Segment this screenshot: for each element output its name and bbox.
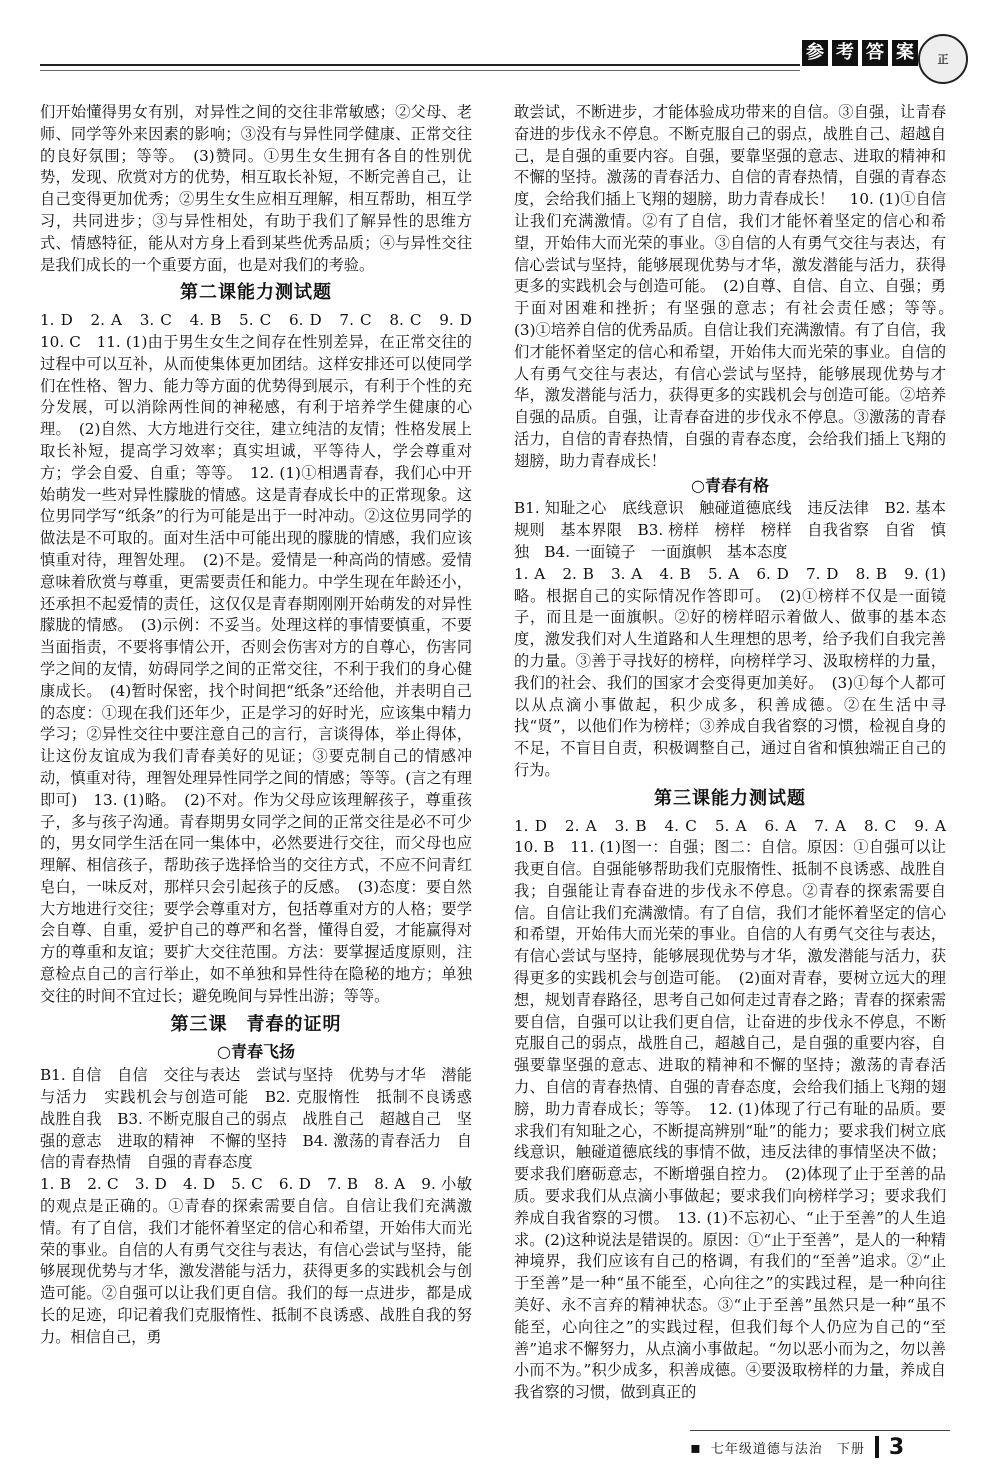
answer-text: 1. D 2. A 3. B 4. C 5. A 6. A 7. A 8. C 9. A 10. B 11. (1)图一：自强；图二：自信。原因：①自强可以让我更自信。自强能够帮助我们克服惰性、抵制不良诱惑、战胜自我；自强能让青春奋进的步伐永不停息。②青春的探索需要自信。自信让我们充满激情。有了自信，我们才能怀着坚定的信心和希望，开始伟大而光荣的事业。自信的人有勇气交往与表达，有信心尝试与坚持，能够展现优势与才华，激发潜能与活力，获得更多的实践机会与创造可能。 (2)面对青春，要树立远大的理想，规划青春路径，思考自己如何走过青春之路；青春的探索需要自信，自强可以让我们更自信，让奋进的步伐永不停息，不断克服自己的弱点，战胜自己，超越自己，是自强的重要内容，自强要靠坚强的意志、进取的精神和不懈的坚持；激荡的青春活力、自信的青春热情、自强的青春态度，会给我们插上飞翔的翅膀，助力青春成长；等等。 12. (1)体现了行己有耻的品质。要求我们有知耻之心，不断提高辨别“耻”的能力；要求我们树立底线意识，触碰道德底线的事情不做，违反法律的事情坚决不做；要求我们磨砺意志，不断增强自控力。 (2)体现了止于至善的品质。要求我们从点滴小事做起；要求我们向榜样学习；要求我们养成自我省察的习惯。 13. (1)不忘初心、“止于至善”的人生追求。(2)这种说法是错误的。原因：①“止于至善”，是人的一种精神境界，我们应该有自己的格调，有我们的“至善”追求。②“止于至善”是一种“虽不能至，心向往之”的实践过程，是一种向往美好、永不言弃的精神状态。③“止于至善”虽然只是一种“虽不能至，心向往之”的实践过程，但我们每个人仍应为自己的“至善”追求不懈努力，从点滴小事做起。“勿以恶小而为之，勿以善小而不为。”积少成多，积善成德。④要汲取榜样的力量，养成自我省察的习惯，做到真正的 [514,816,962,1402]
answer-text: 敢尝试，不断进步，才能体验成功带来的自信。③自强，让青春奋进的步伐永不停息。不断克服自己的弱点，战胜自己、超越自己，是自强的重要内容。自强，要靠坚强的意志、进取的精神和不懈的坚持。激荡的青春活力、自信的青春热情，自强的青春态度，会给我们插上飞翔的翅膀，助力青春成长！ 10. (1)①自信让我们充满激情。②有了自信，我们才能怀着坚定的信心和希望，开始伟大而光荣的事业。③自信的人有勇气交往与表达，有信心尝试与坚持，能够展现优势与才华，激发潜能与活力，获得更多的实践机会与创造可能。 (2)自尊、自信、自立、自强；勇于面对困难和挫折；有坚强的意志；有社会责任感；等等。 (3)①培养自信的优秀品质。自信让我们充满激情。有了自信，我们才能怀着坚定的信心和希望，开始伟大而光荣的事业。自信的人有勇气交往与表达，有信心尝试与坚持，能够展现优势与才华，激发潜能与活力，获得更多的实践机会与创造可能。②培养自强的品质。自强，让青春奋进的步伐永不停息。③激荡的青春活力，自信的青春热情，自强的青春态度，会给我们插上飞翔的翅膀，助力青春成长！ [514,103,962,470]
header-label [802,40,918,66]
answer-text: 1. A 2. B 3. A 4. B 5. A 6. D 7. D 8. B 9. (1)略。根据自己的实际情况作答即可。 (2)①榜样不仅是一面镜子，而且是一面旗帜。②好的榜样昭示着做人、做事的基本态度，激发我们对人生道路和人生理想的思考，给予我们自我完善的力量。③善于寻找好的榜样，向榜样学习、汲取榜样的力量，我们的社会、我们的国家才会变得更加美好。 (3)①每个人都可以从点滴小事做起，积少成多，积善成德。②在生活中寻找“贤”，以他们作为榜样；③养成自我省察的习惯，检视自身的不足，不盲目自责，积极调整自己，通过自省和慎独端正自己的行为。 [514,564,946,779]
header-label-char: 答 [862,40,888,66]
header-rule-thin [40,70,800,71]
header-label-char: 案 [892,40,918,66]
book-title: 七年级道德与法治 下册 [710,1441,865,1457]
header-label-char: 考 [832,40,858,66]
section-heading: 第三课能力测试题 [654,787,806,809]
subsection-heading: ○青春飞扬 [217,1042,295,1062]
section-heading: 第三课 青春的证明 [170,1013,342,1035]
footer-rule [690,1430,950,1431]
right-column [514,102,962,1404]
section-heading: 第二课能力测试题 [180,282,332,304]
header-label-char: 参 [802,40,828,66]
footer [690,1432,950,1462]
footer-dot: ▪ [690,1437,701,1457]
header-rule [40,64,800,66]
answer-text: 们开始懂得男女有别，对异性之间的交往非常敏感；②父母、老师、同学等外来因素的影响；③没有与异性同学健康、正常交往的良好氛围；等等。 (3)赞同。①男生女生拥有各自的性别优势，发现、欣赏对方的优势，相互取长补短，不断完善自己，让自己变得更加优秀；②男生女生应相互理解，相互帮助，相互学习，共同进步；③与异性相处，有助于我们了解异性的思维方式、情感特征，能从对方身上看到某些优秀品质；④与异性交往是我们成长的一个重要方面，也是对我们的考验。 [40,103,472,274]
subsection-heading: ○青春有格 [691,475,769,495]
footer-bar [875,1436,879,1458]
left-column [40,102,488,1349]
answer-text: B1. 自信 自信 交往与表达 尝试与坚持 优势与才华 潜能与活力 实践机会与创造可能 B2. 克服惰性 抵制不良诱惑 战胜自我 B3. 不断克服自己的弱点 战胜自己 超越自己 坚强的意志 进取的精神 不懈的坚持 B4. 激荡的青春活力 自信的青春热情 自强的青春态度 [40,1066,488,1172]
publisher-logo: 正 [918,34,968,84]
page-number: 3 [888,1434,905,1460]
answer-text: 1. B 2. C 3. D 4. D 5. C 6. D 7. B 8. A 9. 小敏的观点是正确的。①青春的探索需要自信。自信让我们充满激情。有了自信，我们才能怀着坚定的信心和希望，开始伟大而光荣的事业。自信的人有勇气交往与表达，有信心尝试与坚持，能够展现优势与才华，激发潜能与活力，获得更多的实践机会与创造可能。②自强可以让我们更自信。我们的每一点进步，都是成长的足迹，印记着我们克服惰性、抵制不良诱惑、战胜自我的努力。相信自己，勇 [40,1175,472,1346]
answer-text: 1. D 2. A 3. C 4. B 5. C 6. D 7. C 8. C 9. D 10. C 11. (1)由于男生女生之间存在性别差异，在正常交往的过程中可以互补，从而使集体更加团结。这样安排还可以使同学们在性格、智力、能力等方面的优势得到展示，有利于个性的充分发展，可以消除两性间的神秘感，有利于培养学生健康的心理。 (2)自然、大方地进行交往，建立纯洁的友情；性格发展上取长补短，提高学习效率；真实坦诚，平等待人，学会尊重对方；学会自爱、自重；等等。 12. (1)①相遇青春，我们心中开始萌发一些对异性朦胧的情感。这是青春成长中的正常现象。这位男同学写“纸条”的行为可能是出于一时冲动。②这位男同学的做法是不可取的。面对生活中可能出现的朦胧的情感，我们应该慎重对待，理智处理。 (2)不是。爱情是一种高尚的情感。爱情意味着欣赏与尊重，更需要责任和能力。中学生现在年龄还小，还承担不起爱情的责任，这仅仅是青春期刚刚开始萌发的对异性朦胧的情感。 (3)示例：不妥当。处理这样的事情要慎重，不要当面指责，不要将事情公开，否则会伤害对方的自尊心，伤害同学之间的友情，妨碍同学之间的正常交往，不利于我们的身心健康成长。 (4)暂时保密，找个时间把“纸条”还给他，并表明自己的态度：①现在我们还年少，正是学习的好时光，应该集中精力学习；②异性交往中要注意自己的言行，言谈得体，举止得体，让这份友谊成为我们青春美好的见证；③要克制自己的情感冲动，慎重对待，理智处理异性同学之间的情感；等等。(言之有理即可) 13. (1)略。 (2)不对。作为父母应该理解孩子，尊重孩子，多与孩子沟通。青春期男女同学之间的正常交往是必不可少的，男女同学生活在同一集体中，必然要进行交往，而父母也应理解、相信孩子，帮助孩子选择恰当的交往方式，不应不问青红皂白，一味反对，那样只会引起孩子的反感。 (3)态度：要自然大方地进行交往；要学会尊重对方，包括尊重对方的人格；要学会自尊、自重，爱护自己的尊严和名誉，懂得自爱，才能赢得对方的尊重和友谊；要扩大交往范围。方法：要掌握适度原则，注意检点自己的言行举止，如不单独和异性待在隐秘的地方；单独交往的时间不宜过长；避免晚间与异性出游；等等。 [40,311,488,1005]
answer-text: B1. 知耻之心 底线意识 触碰道德底线 违反法律 B2. 基本规则 基本界限 B3. 榜样 榜样 榜样 自我省察 自省 慎独 B4. 一面镜子 一面旗帜 基本态度 [514,499,946,561]
